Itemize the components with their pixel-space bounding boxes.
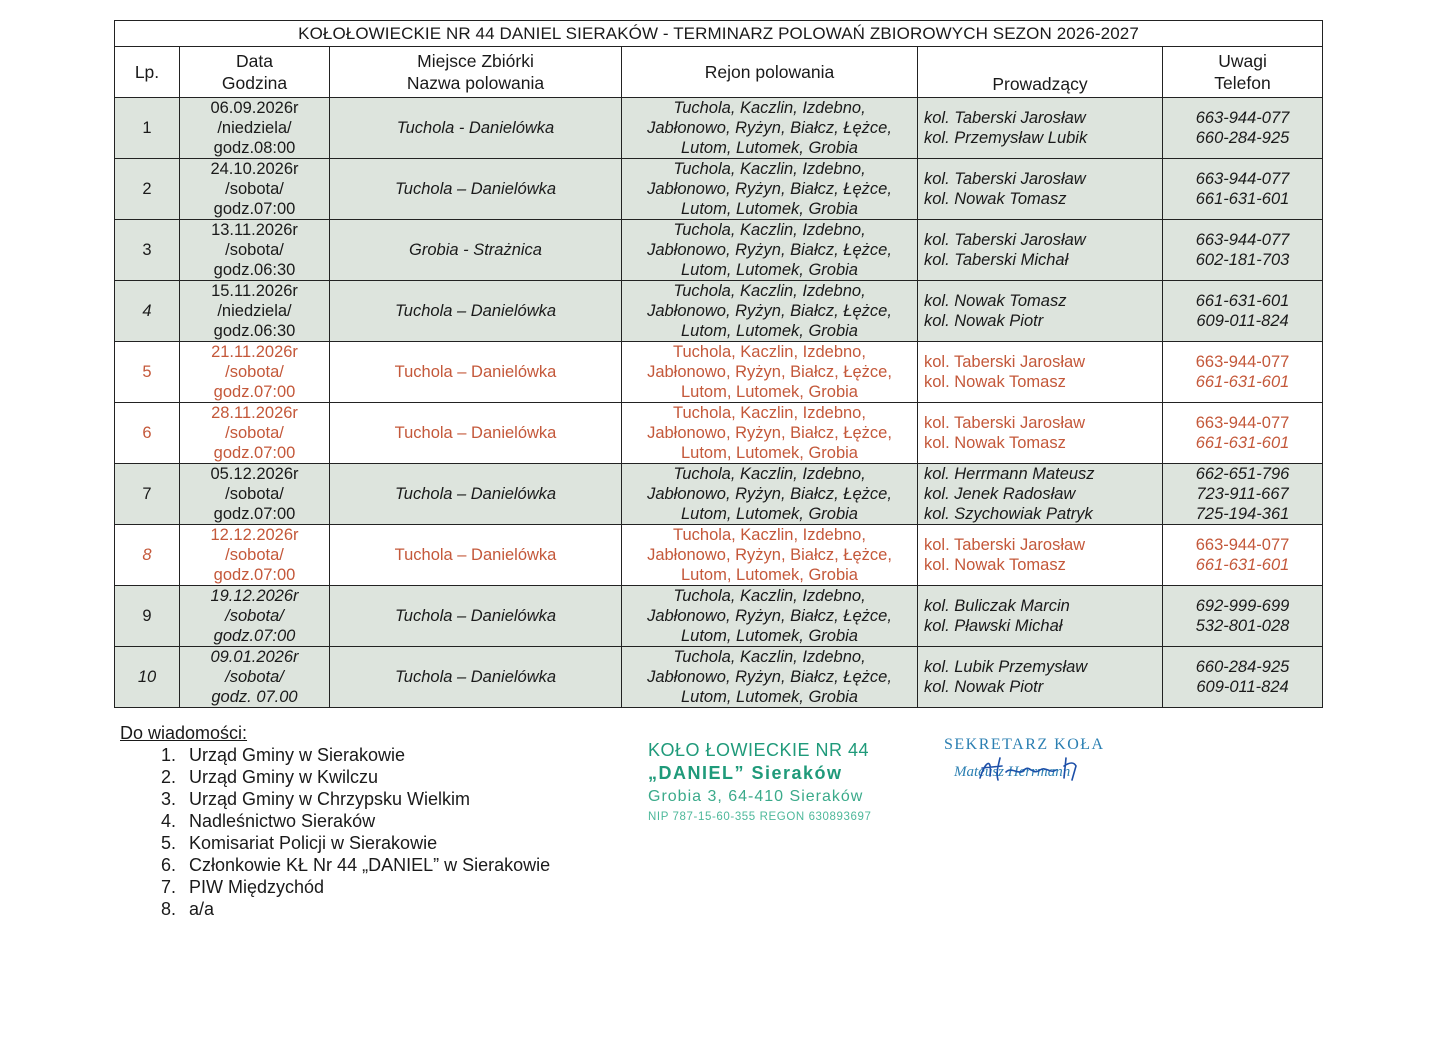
phone-number: 663-944-077 (1195, 414, 1290, 432)
header-lp: Lp. (115, 47, 180, 98)
cell-leaders (918, 586, 1163, 647)
stamp-line3: Grobia 3, 64-410 Sieraków (648, 788, 864, 805)
header-date (180, 47, 330, 98)
leader-name: kol. Taberski Jarosław (924, 536, 1086, 554)
cell-region (622, 281, 918, 342)
region-line: Lutom, Lutomek, Grobia (680, 505, 858, 523)
header-leaders (918, 47, 1163, 98)
region-line: Jabłonowo, Ryżyn, Białcz, Łężce, (647, 180, 892, 198)
phone-number: 661-631-601 (1195, 434, 1290, 452)
region-line: Tuchola, Kaczlin, Izdebno, (673, 465, 866, 483)
leader-name: kol. Taberski Jarosław (924, 109, 1086, 127)
cell-place: Tuchola – Danielówka (330, 159, 622, 220)
stamp-line4: NIP 787-15-60-355 REGON 630893697 (648, 811, 872, 823)
phone-number: 609-011-824 (1196, 312, 1289, 330)
region-line: Lutom, Lutomek, Grobia (680, 139, 858, 157)
cell-leaders (918, 98, 1163, 159)
weekday-value: /niedziela/ (217, 302, 292, 320)
region-line: Jabłonowo, Ryżyn, Białcz, Łężce, (647, 607, 892, 625)
cell-date (180, 647, 330, 708)
table-row (115, 525, 1323, 586)
leader-name: kol. Nowak Tomasz (924, 373, 1066, 391)
region-line: Tuchola, Kaczlin, Izdebno, (673, 221, 866, 239)
cell-date (180, 586, 330, 647)
region-line: Tuchola, Kaczlin, Izdebno, (673, 99, 866, 117)
phone-number: 692-999-699 (1195, 597, 1290, 615)
header-notes-line2: Telefon (1214, 73, 1271, 93)
cell-place: Tuchola – Danielówka (330, 342, 622, 403)
phone-number: 532-801-028 (1195, 617, 1290, 635)
leader-name: kol. Buliczak Marcin (924, 597, 1070, 615)
stamp-line1: KOŁO ŁOWIECKIE NR 44 (648, 740, 870, 760)
weekday-value: /sobota/ (225, 485, 284, 503)
cell-date (180, 403, 330, 464)
cell-phones (1163, 220, 1323, 281)
phone-number: 660-284-925 (1195, 658, 1290, 676)
cell-date (180, 525, 330, 586)
date-value: 12.12.2026r (210, 526, 299, 544)
region-line: Tuchola, Kaczlin, Izdebno, (673, 648, 866, 666)
region-line: Tuchola, Kaczlin, Izdebno, (673, 282, 866, 300)
seal-title: SEKRETARZ KOŁA (944, 736, 1105, 753)
region-line: Jabłonowo, Ryżyn, Białcz, Łężce, (647, 119, 892, 137)
phone-number: 661-631-601 (1195, 190, 1290, 208)
cell-phones (1163, 403, 1323, 464)
table-row (115, 586, 1323, 647)
signature-icon (972, 752, 1112, 786)
distribution-item: 6. Członkowie KŁ Nr 44 „DANIEL” w Sierakowie (181, 854, 550, 876)
date-value: 05.12.2026r (210, 465, 299, 483)
header-date-line1: Data (236, 51, 273, 71)
region-line: Tuchola, Kaczlin, Izdebno, (673, 160, 866, 178)
region-line: Tuchola, Kaczlin, Izdebno, (673, 404, 866, 422)
weekday-value: /sobota/ (225, 668, 284, 686)
distribution-heading: Do wiadomości: (120, 723, 248, 743)
cell-leaders (918, 403, 1163, 464)
phone-number: 661-631-601 (1195, 556, 1290, 574)
weekday-value: /sobota/ (225, 424, 284, 442)
cell-date (180, 342, 330, 403)
time-value: godz.07:00 (213, 383, 296, 401)
cell-lp: 4 (115, 281, 180, 342)
weekday-value: /sobota/ (225, 363, 284, 381)
leader-name: kol. Nowak Tomasz (924, 434, 1066, 452)
table-title: KOŁOŁOWIECKIE NR 44 DANIEL SIERAKÓW - TERMINARZ POLOWAŃ ZBIOROWYCH SEZON 2026-2027 (115, 21, 1323, 47)
table-row (115, 98, 1323, 159)
region-line: Lutom, Lutomek, Grobia (680, 444, 858, 462)
date-value: 19.12.2026r (210, 587, 299, 605)
date-value: 13.11.2026r (211, 221, 298, 239)
cell-lp: 5 (115, 342, 180, 403)
header-notes-line1: Uwagi (1218, 51, 1267, 71)
leader-name: kol. Nowak Piotr (924, 312, 1044, 330)
cell-leaders (918, 647, 1163, 708)
phone-number: 660-284-925 (1195, 129, 1290, 147)
header-row (115, 47, 1323, 98)
phone-number: 663-944-077 (1195, 170, 1290, 188)
time-value: godz.07:00 (213, 505, 296, 523)
cell-phones (1163, 464, 1323, 525)
cell-place: Tuchola – Danielówka (330, 464, 622, 525)
cell-place: Tuchola – Danielówka (330, 586, 622, 647)
cell-date (180, 464, 330, 525)
date-value: 06.09.2026r (210, 99, 299, 117)
date-value: 28.11.2026r (211, 404, 298, 422)
cell-phones (1163, 342, 1323, 403)
cell-lp: 7 (115, 464, 180, 525)
cell-place: Tuchola – Danielówka (330, 647, 622, 708)
cell-lp: 6 (115, 403, 180, 464)
leader-name: kol. Taberski Michał (924, 251, 1069, 269)
cell-region (622, 464, 918, 525)
cell-place: Grobia - Strażnica (330, 220, 622, 281)
weekday-value: /sobota/ (225, 180, 284, 198)
cell-region (622, 220, 918, 281)
cell-lp: 9 (115, 586, 180, 647)
distribution-item: 8. a/a (181, 898, 550, 920)
distribution-item: 2. Urząd Gminy w Kwilczu (181, 766, 550, 788)
table-row (115, 464, 1323, 525)
distribution-items (120, 744, 550, 920)
stamp-line2: „DANIEL” Sieraków (648, 763, 843, 783)
cell-region (622, 586, 918, 647)
phone-number: 725-194-361 (1195, 505, 1290, 523)
date-value: 15.11.2026r (211, 282, 298, 300)
cell-lp: 3 (115, 220, 180, 281)
cell-region (622, 403, 918, 464)
leader-name: kol. Nowak Tomasz (924, 190, 1067, 208)
cell-place: Tuchola – Danielówka (330, 281, 622, 342)
time-value: godz.06:30 (213, 322, 296, 340)
distribution-item: 7. PIW Międzychód (181, 876, 550, 898)
weekday-value: /sobota/ (225, 546, 284, 564)
region-line: Lutom, Lutomek, Grobia (680, 200, 858, 218)
distribution-item: 3. Urząd Gminy w Chrzypsku Wielkim (181, 788, 550, 810)
phone-number: 662-651-796 (1195, 465, 1290, 483)
cell-phones (1163, 98, 1323, 159)
region-line: Jabłonowo, Ryżyn, Białcz, Łężce, (647, 485, 892, 503)
header-place (330, 47, 622, 98)
cell-leaders (918, 220, 1163, 281)
leader-name: kol. Taberski Jarosław (924, 414, 1086, 432)
cell-phones (1163, 647, 1323, 708)
phone-number: 663-944-077 (1195, 109, 1290, 127)
club-stamp (648, 740, 872, 823)
date-value: 21.11.2026r (211, 343, 298, 361)
cell-region (622, 647, 918, 708)
cell-phones (1163, 159, 1323, 220)
region-line: Jabłonowo, Ryżyn, Białcz, Łężce, (647, 241, 892, 259)
cell-date (180, 220, 330, 281)
leader-name: kol. Taberski Jarosław (924, 353, 1086, 371)
region-line: Lutom, Lutomek, Grobia (680, 627, 858, 645)
time-value: godz.07:00 (213, 444, 296, 462)
cell-date (180, 159, 330, 220)
cell-phones (1163, 525, 1323, 586)
distribution-item: 1. Urząd Gminy w Sierakowie (181, 744, 550, 766)
region-line: Jabłonowo, Ryżyn, Białcz, Łężce, (647, 546, 892, 564)
phone-number: 663-944-077 (1195, 231, 1290, 249)
time-value: godz.07:00 (213, 627, 296, 645)
region-line: Tuchola, Kaczlin, Izdebno, (673, 526, 866, 544)
cell-date (180, 281, 330, 342)
leader-name: kol. Lubik Przemysław (924, 658, 1088, 676)
cell-phones (1163, 281, 1323, 342)
leader-name: kol. Nowak Tomasz (924, 292, 1067, 310)
cell-leaders (918, 525, 1163, 586)
seal-name: Mateusz Herrmann (954, 764, 1071, 780)
time-value: godz. 07.00 (211, 688, 298, 706)
region-line: Lutom, Lutomek, Grobia (680, 261, 858, 279)
leader-name: kol. Herrmann Mateusz (924, 465, 1095, 483)
table-row (115, 403, 1323, 464)
cell-lp: 1 (115, 98, 180, 159)
region-line: Lutom, Lutomek, Grobia (680, 688, 858, 706)
secretary-seal (944, 736, 1105, 781)
leader-name: kol. Nowak Tomasz (924, 556, 1066, 574)
header-place-line1: Miejsce Zbiórki (417, 51, 534, 71)
region-line: Tuchola, Kaczlin, Izdebno, (673, 587, 866, 605)
cell-place: Tuchola – Danielówka (330, 403, 622, 464)
table-row (115, 159, 1323, 220)
cell-leaders (918, 159, 1163, 220)
region-line: Lutom, Lutomek, Grobia (680, 322, 858, 340)
region-line: Lutom, Lutomek, Grobia (680, 566, 858, 584)
leader-name: kol. Taberski Jarosław (924, 170, 1086, 188)
cell-date (180, 98, 330, 159)
phone-number: 661-631-601 (1195, 292, 1290, 310)
phone-number: 602-181-703 (1195, 251, 1290, 269)
leader-name: kol. Nowak Piotr (924, 678, 1044, 696)
date-value: 24.10.2026r (210, 160, 299, 178)
cell-leaders (918, 342, 1163, 403)
table-row (115, 220, 1323, 281)
phone-number: 723-911-667 (1196, 485, 1289, 503)
distribution-list (120, 722, 550, 920)
phone-number: 663-944-077 (1195, 353, 1290, 371)
table-row (115, 647, 1323, 708)
leader-name: kol. Jenek Radosław (924, 485, 1076, 503)
cell-leaders (918, 464, 1163, 525)
distribution-item: 4. Nadleśnictwo Sieraków (181, 810, 550, 832)
time-value: godz.08:00 (213, 139, 296, 157)
cell-region (622, 159, 918, 220)
distribution-item: 5. Komisariat Policji w Sierakowie (181, 832, 550, 854)
region-line: Jabłonowo, Ryżyn, Białcz, Łężce, (647, 424, 892, 442)
cell-lp: 8 (115, 525, 180, 586)
cell-lp: 10 (115, 647, 180, 708)
header-place-line2: Nazwa polowania (406, 73, 545, 93)
region-line: Jabłonowo, Ryżyn, Białcz, Łężce, (647, 668, 892, 686)
header-region: Rejon polowania (622, 47, 918, 98)
region-line: Jabłonowo, Ryżyn, Białcz, Łężce, (647, 302, 892, 320)
table-row (115, 281, 1323, 342)
cell-place: Tuchola – Danielówka (330, 525, 622, 586)
cell-region (622, 525, 918, 586)
time-value: godz.07:00 (213, 566, 296, 584)
table-row (115, 342, 1323, 403)
region-line: Tuchola, Kaczlin, Izdebno, (673, 343, 866, 361)
hunting-schedule-table (114, 20, 1323, 708)
cell-place: Tuchola - Danielówka (330, 98, 622, 159)
cell-region (622, 98, 918, 159)
leader-name: kol. Pławski Michał (924, 617, 1063, 635)
phone-number: 609-011-824 (1196, 678, 1289, 696)
leader-name: kol. Przemysław Lubik (924, 129, 1088, 147)
time-value: godz.06:30 (213, 261, 296, 279)
phone-number: 661-631-601 (1195, 373, 1290, 391)
cell-lp: 2 (115, 159, 180, 220)
date-value: 09.01.2026r (210, 648, 299, 666)
cell-phones (1163, 586, 1323, 647)
time-value: godz.07:00 (213, 200, 296, 218)
weekday-value: /sobota/ (225, 241, 284, 259)
weekday-value: /niedziela/ (217, 119, 292, 137)
phone-number: 663-944-077 (1195, 536, 1290, 554)
region-line: Lutom, Lutomek, Grobia (680, 383, 858, 401)
weekday-value: /sobota/ (225, 607, 284, 625)
leader-name: kol. Taberski Jarosław (924, 231, 1086, 249)
header-notes (1163, 47, 1323, 98)
header-leaders-label: Prowadzący (992, 74, 1088, 94)
leader-name: kol. Szychowiak Patryk (924, 505, 1093, 523)
cell-leaders (918, 281, 1163, 342)
cell-region (622, 342, 918, 403)
region-line: Jabłonowo, Ryżyn, Białcz, Łężce, (647, 363, 892, 381)
header-date-line2: Godzina (221, 73, 288, 93)
